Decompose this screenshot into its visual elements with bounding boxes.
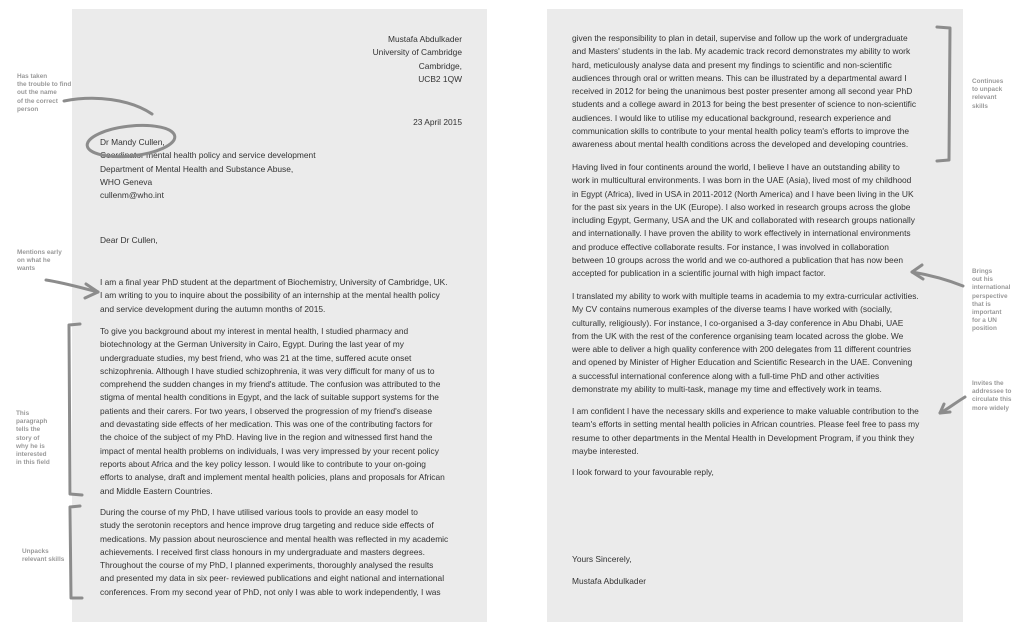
text-line: a successful international conference along with a full-time PhD and other activities <box>572 370 880 381</box>
text-line: impact of mental health problems on individuals, I was very impressed by your recent policy <box>100 445 439 456</box>
skills-continued-paragraph <box>572 32 916 152</box>
text-line: relevant <box>972 94 997 102</box>
text-line: and internationally. I have proven the ability to work effectively in international environments <box>572 228 911 239</box>
text-line: biotechnology at the German University in Cairo, Egypt. During the last year of my <box>100 339 404 350</box>
text-line: students and a college award in 2013 for being the best presenter of science to non-scientific <box>572 99 917 110</box>
sign-off: Yours Sincerely, <box>572 554 632 564</box>
text-line: efforts to analyse, draft and implement mental health policies, plans and proposals for African <box>100 472 445 483</box>
text-line: hard, meticulously analyse data and present my findings to scientific and non-scientific <box>572 59 892 70</box>
salutation: Dear Dr Cullen, <box>100 235 158 245</box>
text-line: on what he <box>17 257 51 265</box>
text-line: received in 2012 for being the unanimous best poster presenter among all second year PhD <box>572 86 913 97</box>
text-line: the trouble to find <box>17 81 72 89</box>
text-line: circulate this <box>972 396 1012 404</box>
text-line: for the past six years in the UK (Europe). I also worked in research groups across the globe <box>572 201 911 212</box>
text-line: comprehend the sudden changes in my friend's attitude. The confusion was attributed to the <box>100 379 441 390</box>
text-line: audiences. I would like to utilise my educational background, research experience and <box>572 112 891 123</box>
text-line: undergraduate studies, my best friend, who was 21 at the time, suffered acute onset <box>100 352 412 363</box>
annotation-note <box>972 380 1011 413</box>
text-line: audiences through oral or written means. This can be illustrated by a departmental award I <box>572 72 907 83</box>
text-line: Invites the <box>972 380 1004 387</box>
text-line: international <box>972 284 1011 292</box>
recipient-line: Dr Mandy Cullen, <box>100 137 165 147</box>
annotation-note <box>22 548 64 564</box>
text-line: I am confident I have the necessary skills and experience to make valuable contribution to the <box>572 406 919 416</box>
text-line: Unpacks <box>22 548 49 555</box>
text-line: Has taken <box>17 73 48 80</box>
text-line: team's efforts in setting mental health policies in African countries. Please feel free to pass my <box>572 419 920 430</box>
text-line: maybe interested. <box>572 445 639 456</box>
text-line: and service development during the autumn months of 2015. <box>100 303 326 314</box>
text-line: tells the <box>16 426 41 434</box>
sender-address <box>373 33 462 86</box>
text-line: I translated my ability to work with multiple teams in academia to my extra-curricular activities. <box>572 291 919 301</box>
text-line: My CV contains numerous examples of the diverse teams I have worked with (socially, <box>572 304 893 315</box>
text-line: and Masters' students in the lab. My academic track record demonstrates my ability to work <box>572 46 911 57</box>
text-line: important <box>972 309 1002 317</box>
text-line: To give you background about my interest in mental health, I studied pharmacy and <box>100 326 409 336</box>
text-line: I am writing to you to inquire about the possibility of an internship at the mental health policy <box>100 290 440 301</box>
text-line: work in multicultural environments. I was born in the UAE (Asia), lived most of my childhood <box>572 175 912 186</box>
text-line: from the UK with the rest of the conference organising team located across the globe. We <box>572 330 904 341</box>
text-line: and Middle Eastern Countries. <box>100 485 213 496</box>
text-line: communication skills to contribute to your mental health policy team's efforts to improve the <box>572 126 910 137</box>
text-line: including Egypt, Germany, USA and the UK and collaborated with research groups nationally <box>572 215 915 226</box>
text-line: This <box>16 410 30 417</box>
intro-paragraph <box>100 276 448 316</box>
text-line: wants <box>17 265 36 273</box>
text-line: story of <box>16 434 40 442</box>
background-paragraph <box>100 325 445 498</box>
text-line: given the responsibility to plan in detail, supervise and follow up the work of undergraduate <box>572 33 908 43</box>
text-line: Throughout the course of my PhD, I planned experiments, thoroughly analysed the results <box>100 560 434 571</box>
letter-date: 23 April 2015 <box>413 117 462 127</box>
sender-address-line: University of Cambridge <box>372 47 462 58</box>
text-line: person <box>17 105 39 113</box>
text-line: skills <box>972 102 988 110</box>
text-line: and presented my data in six peer- reviewed publications and eight national and international <box>100 573 445 584</box>
text-line: culturally, religiously). For instance, I co-organised a 3-day conference in Abu Dhabi, UAE <box>572 317 904 328</box>
recipient-line: cullenm@who.int <box>100 190 164 201</box>
annotation-note <box>17 249 62 274</box>
recipient-block <box>100 136 316 202</box>
text-line: perspective <box>972 292 1008 300</box>
text-line: achievements. I received first class honours in my undergraduate and masters degrees. <box>100 546 425 557</box>
text-line: schizophrenia. Although I have studied schizophrenia, it was very difficult for many of us to <box>100 365 435 376</box>
text-line: Continues <box>972 78 1004 85</box>
text-line: Having lived in four continents around the world, I believe I have an outstanding ability to <box>572 162 900 172</box>
annotation-note <box>972 78 1003 111</box>
teamwork-paragraph <box>572 290 919 396</box>
text-line: I am a final year PhD student at the department of Biochemistry, University of Cambridge, UK. <box>100 277 448 287</box>
text-line: Brings <box>972 268 993 275</box>
text-line: more widely <box>972 404 1009 412</box>
recipient-line: WHO Geneva <box>100 176 153 187</box>
text-line: why he is <box>16 442 45 450</box>
confidence-paragraph <box>572 405 919 458</box>
text-line: stigma of mental health conditions in Egypt, and the lack of suitable support systems for the <box>100 392 439 403</box>
text-line: awareness about mental health conditions across the developed and developing countries. <box>572 139 909 150</box>
text-line: and devastating side effects of her medication. This was one of the contributing factors for <box>100 419 433 430</box>
text-line: During the course of my PhD, I have utilised various tools to provide an easy model to <box>100 507 418 517</box>
sender-address-line: UCB2 1QW <box>418 73 462 84</box>
text-line: for a UN <box>972 317 997 325</box>
text-line: patients and their carers. For two years, I observed the progression of my friend's disease <box>100 405 433 416</box>
text-line: demonstrate my ability to multi-task, manage my time and effectively work in teams. <box>572 384 882 395</box>
annotation-note <box>17 73 71 114</box>
letter-page-right <box>547 9 963 622</box>
text-line: were able to deliver a high quality conference with 200 delegates from 11 different countries <box>572 344 912 355</box>
signature-name: Mustafa Abdulkader <box>572 576 647 586</box>
text-line: in Egypt (Africa), lived in USA in 2011-2012 (North America) and I have been living in the UK <box>572 188 914 199</box>
text-line: to unpack <box>972 86 1003 94</box>
text-line: out the name <box>17 89 57 97</box>
annotation-note <box>972 268 1010 334</box>
text-line: that is <box>972 300 991 308</box>
text-line: conferences. From my second year of PhD, not only I was able to work independently, I was <box>100 586 441 597</box>
sender-address-line: Mustafa Abdulkader <box>387 34 462 44</box>
text-line: of the correct <box>17 97 58 105</box>
recipient-line: Department of Mental Health and Substance Abuse, <box>100 163 294 174</box>
text-line: addressee to <box>972 388 1012 396</box>
text-line: interested <box>16 451 47 459</box>
text-line: relevant skills <box>22 556 65 564</box>
text-line: reports about Africa and the key policy lesson. I would like to contribute to your on-going <box>100 458 426 469</box>
annotation-note <box>16 410 50 467</box>
text-line: in this field <box>16 459 50 467</box>
text-line: and produce effective collaborate results. For instance, I was involved in collaboration <box>572 241 889 252</box>
text-line: and opened by Minister of Higher Education and Scientific Research in the UAE. Convening <box>572 357 913 368</box>
international-paragraph <box>572 161 915 281</box>
text-line: medications. My passion about neuroscience and mental health was reflected in my academic <box>100 533 449 544</box>
text-line: accepted for publication in a scientific journal with high impact factor. <box>572 268 826 279</box>
closing-line: I look forward to your favourable reply, <box>572 467 714 477</box>
text-line: between 10 groups across the world and we co-authored a publication that has now been <box>572 255 904 266</box>
text-line: study the serotonin receptors and hence improve drug targeting and reduce side effects of <box>100 520 434 531</box>
text-line: Mentions early <box>17 249 62 256</box>
letter-page-left <box>72 9 487 622</box>
recipient-line: Coordinator mental health policy and service development <box>100 150 316 161</box>
text-line: resume to other departments in the Mental Health in Development Program, if you think they <box>572 432 915 443</box>
sender-address-line: Cambridge, <box>418 60 462 71</box>
text-line: the choice of the subject of my PhD. Having live in the region and witnessed first hand the <box>100 432 433 443</box>
text-line: position <box>972 325 997 333</box>
text-line: paragraph <box>16 418 48 426</box>
skills-paragraph <box>100 506 448 599</box>
text-line: out his <box>972 276 993 284</box>
